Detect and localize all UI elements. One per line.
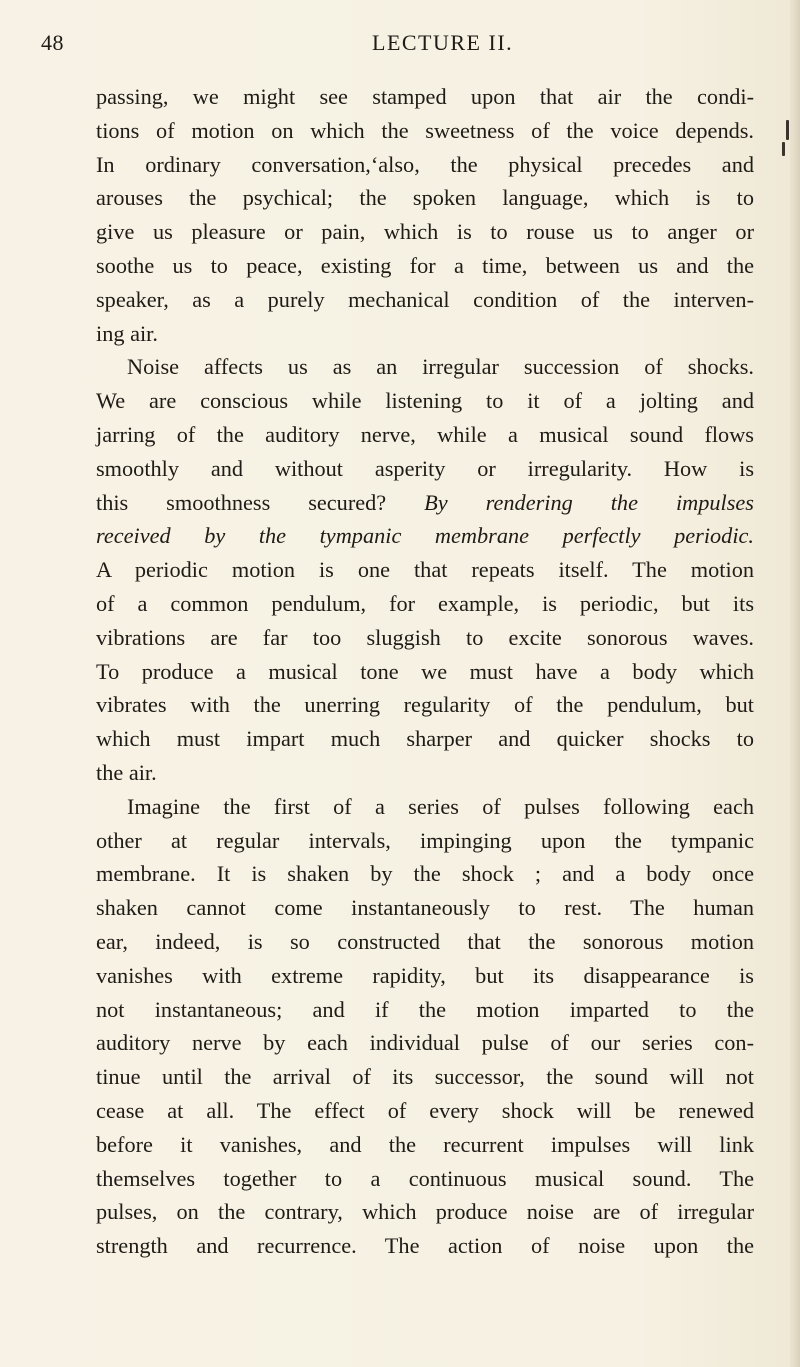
paragraph-start-line: Noise affects us as an irregular succession of shocks. xyxy=(127,354,754,380)
text-line: shaken cannot come instantaneously to rest. The human xyxy=(96,895,754,921)
margin-bracket-mark xyxy=(782,142,785,156)
text-line: In ordinary conversation,‘also, the physical precedes and xyxy=(96,151,754,177)
text-line: To produce a musical tone we must have a body which xyxy=(96,658,754,684)
paragraph-start-line: Imagine the first of a series of pulses following each xyxy=(127,793,754,819)
text-line: cease at all. The effect of every shock will be renewed xyxy=(96,1097,754,1123)
text-line: before it vanishes, and the recurrent impulses will link xyxy=(96,1131,754,1157)
text-line: of a common pendulum, for example, is periodic, but its xyxy=(96,590,754,616)
text-line: which must impart much sharper and quicker shocks to xyxy=(96,726,754,752)
text-line: other at regular intervals, impinging upon the tympanic xyxy=(96,827,754,853)
text-line: tions of motion on which the sweetness of the voice depends. xyxy=(96,117,754,143)
roman-text: this smoothness secured? xyxy=(96,489,387,515)
text-line: give us pleasure or pain, which is to rouse us to anger or xyxy=(96,219,754,245)
text-line: strength and recurrence. The action of noise upon the xyxy=(96,1233,754,1259)
text-line: vibrations are far too sluggish to excite sonorous waves. xyxy=(96,624,754,650)
italic-text: By rendering the impulses xyxy=(424,489,754,515)
text-line: smoothly and without asperity or irregularity. How is xyxy=(96,455,754,481)
text-line-mixed xyxy=(96,486,754,520)
text-line: arouses the psychical; the spoken language, which is to xyxy=(96,185,754,211)
text-line: ear, indeed, is so constructed that the sonorous motion xyxy=(96,928,754,954)
text-line: the air. xyxy=(96,759,157,785)
text-line: vibrates with the unerring regularity of the pendulum, but xyxy=(96,692,754,718)
margin-bracket-mark xyxy=(786,120,789,140)
text-line: pulses, on the contrary, which produce noise are of irregular xyxy=(96,1199,754,1225)
text-line: not instantaneous; and if the motion imparted to the xyxy=(96,996,754,1022)
body-text xyxy=(96,80,754,1263)
text-line: tinue until the arrival of its successor, the sound will not xyxy=(96,1064,754,1090)
text-line: auditory nerve by each individual pulse of our series con- xyxy=(96,1030,754,1056)
text-line: We are conscious while listening to it of a jolting and xyxy=(96,388,754,414)
text-line-italic xyxy=(96,519,754,553)
running-head: LECTURE II. xyxy=(372,30,514,55)
page-number: 48 xyxy=(41,30,64,55)
text-line: jarring of the auditory nerve, while a musical sound flows xyxy=(96,421,754,447)
text-line: themselves together to a continuous musical sound. The xyxy=(96,1165,754,1191)
text-line: membrane. It is shaken by the shock ; and a body once xyxy=(96,861,754,887)
text-line: speaker, as a purely mechanical condition of the interven- xyxy=(96,286,754,312)
page-edge-shadow xyxy=(790,0,800,1367)
text-line: vanishes with extreme rapidity, but its disappearance is xyxy=(96,962,754,988)
text-line: ing air. xyxy=(96,320,158,346)
page-header xyxy=(41,30,761,60)
text-line: passing, we might see stamped upon that air the condi- xyxy=(96,84,754,109)
text-line: soothe us to peace, existing for a time, between us and the xyxy=(96,252,754,278)
italic-text: received by the tympanic membrane perfectly periodic. xyxy=(96,523,754,549)
text-line: A periodic motion is one that repeats itself. The motion xyxy=(96,557,754,583)
